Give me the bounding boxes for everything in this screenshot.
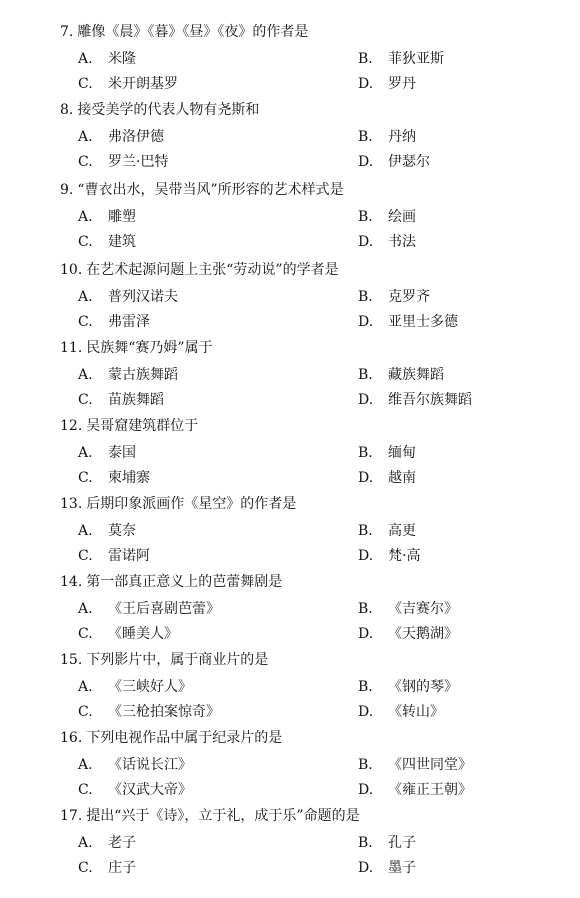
option-a — [78, 677, 192, 697]
option-text: 《转山》 — [388, 704, 444, 720]
option-b — [358, 833, 416, 853]
option-text: 罗兰·巴特 — [108, 154, 169, 170]
option-text: 梵·高 — [388, 548, 421, 564]
option-letter: A. — [78, 367, 93, 383]
option-letter: C. — [78, 704, 93, 720]
option-d — [358, 780, 472, 800]
option-letter: A. — [78, 445, 93, 461]
option-text: 亚里士多德 — [388, 314, 458, 330]
option-text: 《三峡好人》 — [108, 679, 192, 695]
option-letter: B. — [358, 129, 373, 145]
question-number: 9. — [60, 182, 74, 198]
option-text: 雷诺阿 — [108, 548, 150, 564]
question-text: 下列电视作品中属于纪录片的是 — [86, 730, 283, 746]
option-a — [78, 599, 220, 619]
option-text: 雕塑 — [108, 209, 136, 225]
option-d — [358, 624, 458, 644]
option-letter: B. — [358, 679, 373, 695]
option-text: 丹纳 — [388, 129, 416, 145]
option-letter: B. — [358, 757, 373, 773]
option-letter: C. — [78, 470, 93, 486]
option-letter: C. — [78, 548, 93, 564]
question-stem — [60, 728, 282, 748]
question-number: 11. — [60, 340, 83, 356]
option-text: 《汉武大帝》 — [108, 782, 192, 798]
question-number: 15. — [60, 652, 83, 668]
option-letter: D. — [358, 314, 374, 330]
option-letter: A. — [78, 289, 93, 305]
option-d — [358, 702, 444, 722]
question-text: 雕像《晨》《暮》《昼》《夜》的作者是 — [77, 24, 309, 40]
option-d — [358, 152, 430, 172]
option-text: 《王后喜剧芭蕾》 — [108, 601, 220, 617]
option-text: 菲狄亚斯 — [388, 51, 444, 67]
question-text: 第一部真正意义上的芭蕾舞剧是 — [86, 574, 283, 590]
option-a — [78, 287, 178, 307]
option-text: 老子 — [108, 835, 136, 851]
question-stem — [60, 494, 296, 514]
option-letter: D. — [358, 470, 374, 486]
option-text: 缅甸 — [388, 445, 416, 461]
option-b — [358, 287, 430, 307]
option-text: 莫奈 — [108, 523, 136, 539]
option-text: 《睡美人》 — [108, 626, 178, 642]
option-letter: A. — [78, 757, 93, 773]
option-text: 建筑 — [108, 234, 136, 250]
option-text: 米开朗基罗 — [108, 76, 178, 92]
option-c — [78, 546, 150, 566]
question-text: 提出“兴于《诗》，立于礼，成于乐”命题的是 — [86, 808, 360, 824]
option-a — [78, 443, 136, 463]
option-c — [78, 232, 136, 252]
option-c — [78, 858, 136, 878]
option-letter: B. — [358, 445, 373, 461]
option-c — [78, 152, 168, 172]
option-a — [78, 755, 192, 775]
option-b — [358, 127, 416, 147]
question-stem — [60, 260, 339, 280]
option-text: 越南 — [388, 470, 416, 486]
option-letter: B. — [358, 835, 373, 851]
option-letter: A. — [78, 601, 93, 617]
option-text: 《钢的琴》 — [388, 679, 458, 695]
option-d — [358, 546, 420, 566]
option-text: 罗丹 — [388, 76, 416, 92]
option-text: 《话说长江》 — [108, 757, 192, 773]
option-letter: D. — [358, 782, 374, 798]
option-letter: B. — [358, 209, 373, 225]
question-stem — [60, 572, 282, 592]
question-stem — [60, 416, 198, 436]
option-a — [78, 127, 164, 147]
option-letter: D. — [358, 154, 374, 170]
option-text: 墨子 — [388, 860, 416, 876]
option-text: 维吾尔族舞蹈 — [388, 392, 472, 408]
option-a — [78, 365, 178, 385]
option-text: 《三枪拍案惊奇》 — [108, 704, 220, 720]
question-number: 7. — [60, 24, 74, 40]
option-letter: D. — [358, 626, 374, 642]
option-d — [358, 232, 416, 252]
option-text: 米隆 — [108, 51, 136, 67]
option-d — [358, 312, 458, 332]
option-letter: A. — [78, 523, 93, 539]
question-number: 13. — [60, 496, 83, 512]
option-text: 绘画 — [388, 209, 416, 225]
option-text: 克罗齐 — [388, 289, 430, 305]
option-letter: B. — [358, 367, 373, 383]
option-c — [78, 624, 178, 644]
option-a — [78, 833, 136, 853]
option-text: 普列汉诺夫 — [108, 289, 178, 305]
option-text: 《四世同堂》 — [388, 757, 472, 773]
option-d — [358, 390, 472, 410]
question-text: 下列影片中，属于商业片的是 — [86, 652, 269, 668]
question-stem — [60, 650, 268, 670]
option-d — [358, 74, 416, 94]
option-letter: D. — [358, 548, 374, 564]
option-letter: B. — [358, 51, 373, 67]
option-text: 弗洛伊德 — [108, 129, 164, 145]
option-letter: A. — [78, 835, 93, 851]
option-text: 《吉赛尔》 — [388, 601, 458, 617]
option-b — [358, 49, 444, 69]
question-number: 16. — [60, 730, 83, 746]
option-b — [358, 599, 458, 619]
option-text: 庄子 — [108, 860, 136, 876]
option-b — [358, 677, 458, 697]
option-text: 书法 — [388, 234, 416, 250]
option-letter: D. — [358, 860, 374, 876]
option-letter: B. — [358, 601, 373, 617]
option-text: 柬埔寨 — [108, 470, 150, 486]
question-text: “曹衣出水，吴带当风”所形容的艺术样式是 — [77, 182, 344, 198]
option-text: 伊瑟尔 — [388, 154, 430, 170]
option-letter: A. — [78, 679, 93, 695]
option-text: 苗族舞蹈 — [108, 392, 164, 408]
option-letter: C. — [78, 860, 93, 876]
option-letter: C. — [78, 314, 93, 330]
question-number: 17. — [60, 808, 83, 824]
option-letter: C. — [78, 626, 93, 642]
option-letter: B. — [358, 523, 373, 539]
option-letter: C. — [78, 154, 93, 170]
option-text: 藏族舞蹈 — [388, 367, 444, 383]
option-letter: D. — [358, 76, 374, 92]
option-c — [78, 390, 164, 410]
option-letter: A. — [78, 51, 93, 67]
option-text: 蒙古族舞蹈 — [108, 367, 178, 383]
option-letter: B. — [358, 289, 373, 305]
question-text: 接受美学的代表人物有尧斯和 — [77, 102, 260, 118]
option-letter: C. — [78, 76, 93, 92]
question-number: 10. — [60, 262, 83, 278]
question-number: 14. — [60, 574, 83, 590]
option-text: 弗雷泽 — [108, 314, 150, 330]
option-c — [78, 780, 192, 800]
option-letter: D. — [358, 392, 374, 408]
question-stem — [60, 338, 213, 358]
question-stem — [60, 180, 344, 200]
question-text: 民族舞“赛乃姆”属于 — [86, 340, 213, 356]
option-text: 泰国 — [108, 445, 136, 461]
option-text: 孔子 — [388, 835, 416, 851]
option-b — [358, 207, 416, 227]
option-c — [78, 74, 178, 94]
option-a — [78, 49, 136, 69]
option-letter: A. — [78, 209, 93, 225]
question-stem — [60, 806, 360, 826]
option-d — [358, 858, 416, 878]
option-d — [358, 468, 416, 488]
option-text: 《天鹅湖》 — [388, 626, 458, 642]
question-text: 吴哥窟建筑群位于 — [86, 418, 199, 434]
option-b — [358, 521, 416, 541]
question-number: 12. — [60, 418, 83, 434]
option-b — [358, 755, 472, 775]
question-stem — [60, 100, 259, 120]
question-text: 在艺术起源问题上主张“劳动说”的学者是 — [86, 262, 339, 278]
question-stem — [60, 22, 308, 42]
option-text: 高更 — [388, 523, 416, 539]
option-b — [358, 443, 416, 463]
option-a — [78, 521, 136, 541]
question-number: 8. — [60, 102, 74, 118]
option-letter: A. — [78, 129, 93, 145]
option-a — [78, 207, 136, 227]
option-c — [78, 702, 220, 722]
option-letter: D. — [358, 234, 374, 250]
option-b — [358, 365, 444, 385]
option-letter: C. — [78, 392, 93, 408]
question-text: 后期印象派画作《星空》的作者是 — [86, 496, 297, 512]
option-c — [78, 312, 150, 332]
option-letter: C. — [78, 234, 93, 250]
option-c — [78, 468, 150, 488]
option-text: 《雍正王朝》 — [388, 782, 472, 798]
option-letter: C. — [78, 782, 93, 798]
option-letter: D. — [358, 704, 374, 720]
